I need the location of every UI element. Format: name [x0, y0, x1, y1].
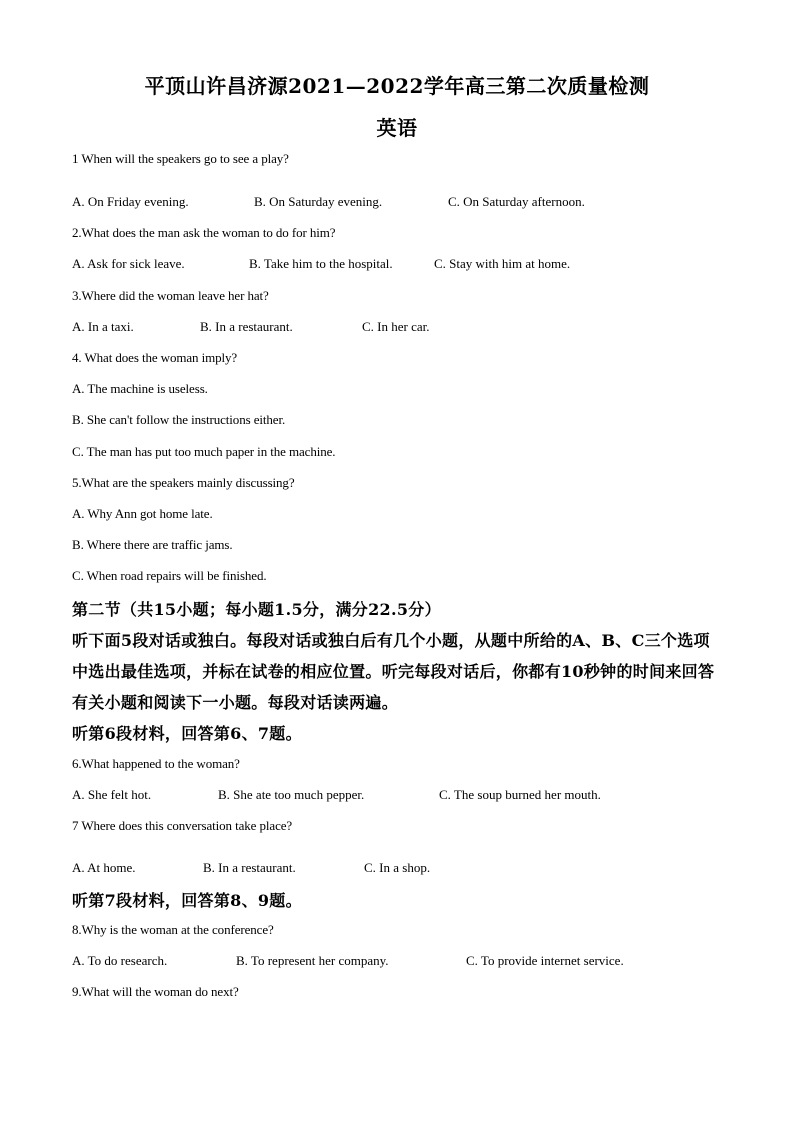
question-7-option-b: B. In a restaurant.: [203, 860, 296, 875]
question-6-stem: 6.What happened to the woman?: [72, 756, 240, 771]
question-2-option-a: A. Ask for sick leave.: [72, 256, 185, 271]
question-7-stem: 7 Where does this conversation take place?: [72, 818, 293, 833]
question-2-option-c: C. Stay with him at home.: [434, 256, 571, 271]
question-6-option-a: A. She felt hot.: [72, 787, 152, 802]
subject-title: 英语: [376, 116, 418, 140]
question-3-stem: 3.Where did the woman leave her hat?: [72, 288, 269, 303]
question-7-option-c: C. In a shop.: [364, 860, 431, 875]
question-3-option-c: C. In her car.: [362, 319, 430, 334]
question-1-option-c: C. On Saturday afternoon.: [448, 194, 585, 209]
question-1-stem: 1 When will the speakers go to see a play?: [72, 151, 289, 166]
section-2-instruction-line-3: 有关小题和阅读下一小题。每段对话读两遍。: [72, 693, 399, 712]
question-6-option-b: B. She ate too much pepper.: [218, 787, 365, 802]
question-1-option-a: A. On Friday evening.: [72, 194, 189, 209]
question-2-stem: 2.What does the man ask the woman to do for him?: [72, 225, 336, 240]
section-2-instruction-line-2: 中选出最佳选项，并标在试卷的相应位置。听完每段对话后，你都有10秒钟的时间来回答: [72, 662, 715, 681]
question-4-option-b: B. She can't follow the instructions either.: [72, 412, 286, 427]
question-3-option-a: A. In a taxi.: [72, 319, 134, 334]
question-5-stem: 5.What are the speakers mainly discussing?: [72, 475, 295, 490]
question-8-option-a: A. To do research.: [72, 953, 168, 968]
exam-title: 平顶山许昌济源2021—2022学年高三第二次质量检测: [144, 74, 650, 98]
part-6-heading: 听第6段材料，回答第6、7题。: [72, 724, 302, 743]
section-2-instruction-line-1: 听下面5段对话或独白。每段对话或独白后有几个小题，从题中所给的A、B、C三个选项: [72, 631, 710, 650]
question-5-option-a: A. Why Ann got home late.: [72, 506, 213, 521]
part-7-heading: 听第7段材料，回答第8、9题。: [72, 891, 302, 910]
question-4-option-c: C. The man has put too much paper in the machine.: [72, 444, 336, 459]
question-5-option-c: C. When road repairs will be finished.: [72, 568, 267, 583]
question-4-option-a: A. The machine is useless.: [72, 381, 208, 396]
question-8-option-b: B. To represent her company.: [236, 953, 389, 968]
question-6-option-c: C. The soup burned her mouth.: [439, 787, 601, 802]
question-8-stem: 8.Why is the woman at the conference?: [72, 922, 274, 937]
question-3-option-b: B. In a restaurant.: [200, 319, 293, 334]
question-2-option-b: B. Take him to the hospital.: [249, 256, 393, 271]
section-2-heading: 第二节（共15小题；每小题1.5分，满分22.5分）: [72, 600, 441, 619]
question-5-option-b: B. Where there are traffic jams.: [72, 537, 233, 552]
question-9-stem: 9.What will the woman do next?: [72, 984, 239, 999]
question-7-option-a: A. At home.: [72, 860, 136, 875]
question-8-option-c: C. To provide internet service.: [466, 953, 624, 968]
question-4-stem: 4. What does the woman imply?: [72, 350, 238, 365]
question-1-option-b: B. On Saturday evening.: [254, 194, 383, 209]
